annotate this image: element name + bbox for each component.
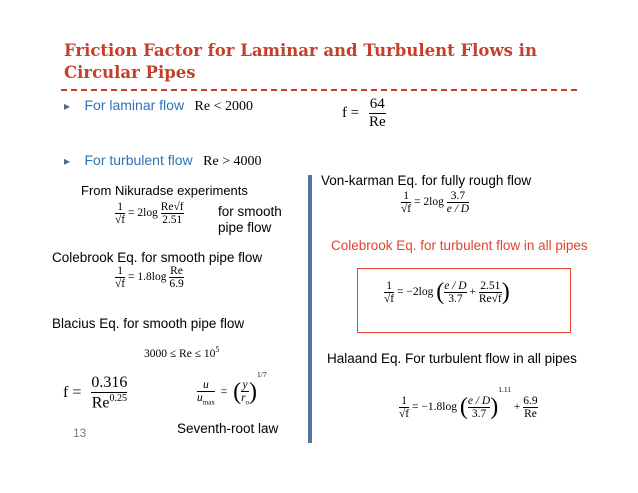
- denominator: Re√f: [478, 293, 502, 305]
- denominator: 3.7: [448, 293, 463, 305]
- colebrook-smooth-equation: [115, 265, 184, 290]
- nikuradse-equation: [115, 201, 184, 226]
- numerator: u: [203, 378, 209, 391]
- seventh-root-caption: Seventh-root law: [177, 421, 279, 436]
- numerator: Re: [170, 265, 183, 277]
- numerator: 64: [369, 96, 385, 112]
- plus-sign: +: [513, 401, 521, 413]
- denominator: √f: [401, 203, 412, 215]
- denominator: √f: [115, 214, 126, 226]
- bullet-arrow-icon: ▸: [64, 154, 71, 168]
- equals-log: = −1.8log: [412, 401, 457, 413]
- denominator: √f: [384, 293, 395, 305]
- numerator: 2.51: [480, 280, 501, 292]
- page-number: 13: [73, 426, 87, 440]
- denominator: $r_o$: [241, 391, 250, 407]
- bullet-turbulent: [64, 152, 262, 170]
- numerator: 1: [401, 394, 407, 407]
- blasius-equation: [63, 374, 127, 412]
- numerator: 1: [386, 280, 392, 292]
- blasius-range: [144, 345, 219, 360]
- denominator: 6.9: [169, 278, 184, 290]
- numerator: Re√f: [160, 201, 184, 213]
- nikuradse-note: for smooth pipe flow: [218, 204, 282, 235]
- denominator: Re: [368, 114, 386, 130]
- haaland-equation: $\frac{1}{√f}$ = −1.8log ( $\frac{e / D}{3.7}$ )$^{1.11}$ + $\frac{6.9}{Re}$: [399, 385, 538, 420]
- exponent: 0.25: [109, 393, 127, 404]
- equals-log: = 1.8log: [128, 271, 167, 284]
- title-underline: [61, 89, 577, 91]
- equation-lhs: f =: [63, 383, 82, 401]
- denominator: $u_{max}$: [197, 391, 215, 407]
- subscript: max: [202, 398, 215, 407]
- haaland-caption: Halaand Eq. For turbulent flow in all pipes: [327, 351, 577, 366]
- plus-sign: +: [469, 286, 476, 299]
- bullet-arrow-icon: ▸: [64, 99, 71, 113]
- slide-title: Friction Factor for Laminar and Turbulent Flows in Circular Pipes: [64, 41, 537, 82]
- seventh-root-equation: $\frac{u}{u_{max}}$ = ( $\frac{y}{r_o}$ )$^{1/7}$: [197, 370, 267, 407]
- bullet-laminar: [64, 97, 253, 115]
- numerator: 1: [117, 201, 123, 213]
- numerator: 6.9: [523, 394, 538, 407]
- bullet-label: For laminar flow: [84, 97, 185, 113]
- range-exponent: 5: [215, 345, 220, 354]
- bullet-condition: Re > 4000: [203, 154, 262, 169]
- denominator: Re: [524, 407, 537, 420]
- denominator: 3.7: [471, 407, 487, 420]
- fraction: [369, 96, 386, 131]
- numerator: e / D: [444, 280, 467, 292]
- exponent: 1.11: [498, 385, 512, 394]
- colebrook-all-equation: $\frac{1}{√f}$ = −2log ( $\frac{e / D}{3.7}$ + $\frac{2.51}{Re√f}$ ): [384, 279, 510, 305]
- numerator: 3.7: [450, 190, 466, 202]
- colebrook-smooth-caption: Colebrook Eq. for smooth pipe flow: [52, 250, 263, 265]
- von-karman-equation: [401, 190, 469, 215]
- exponent: 1/7: [257, 370, 267, 379]
- denominator: √f: [115, 278, 126, 290]
- numerator: y: [242, 378, 248, 391]
- equals-log: = 2log: [414, 196, 444, 209]
- numerator: 1: [117, 265, 123, 277]
- range-text: 3000 ≤ Re ≤ 10: [144, 347, 216, 360]
- nikuradse-caption: From Nikuradse experiments: [81, 183, 248, 198]
- subscript: o: [245, 398, 250, 407]
- column-divider: [308, 175, 312, 443]
- bullet-label: For turbulent flow: [84, 152, 193, 168]
- blasius-caption: Blacius Eq. for smooth pipe flow: [52, 316, 245, 331]
- numerator: e / D: [467, 394, 491, 407]
- denominator: √f: [399, 407, 410, 420]
- numerator: 1: [403, 190, 409, 202]
- equals-log: = −2log: [397, 286, 434, 299]
- laminar-equation: [342, 96, 386, 131]
- denominator: $Re^{0.25}$: [91, 393, 127, 412]
- equation-lhs: f =: [342, 104, 360, 121]
- equals-log: = 2log: [128, 207, 158, 220]
- denominator: 2.51: [162, 214, 183, 226]
- von-karman-caption: Von-karman Eq. for fully rough flow: [321, 173, 532, 188]
- colebrook-all-caption: Colebrook Eq. for turbulent flow in all pipes: [331, 238, 588, 253]
- bullet-condition: Re < 2000: [194, 99, 253, 114]
- numerator: 0.316: [91, 374, 128, 391]
- denominator: e / D: [446, 203, 470, 215]
